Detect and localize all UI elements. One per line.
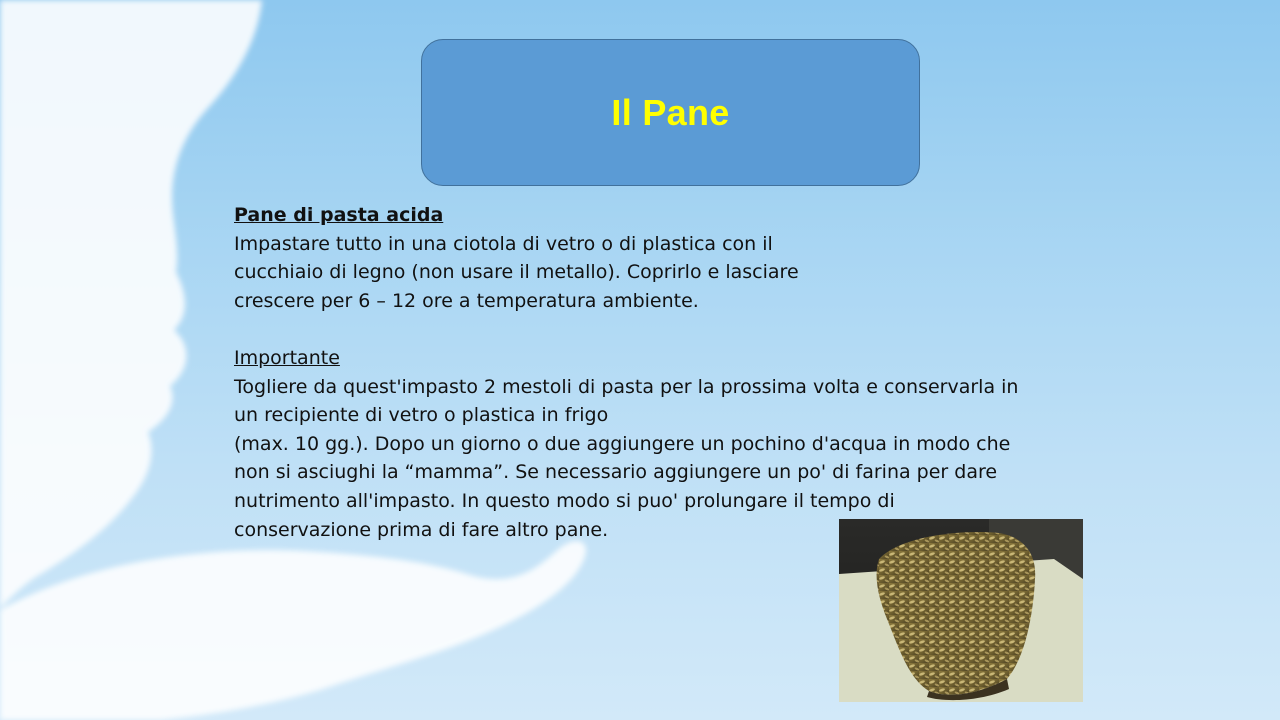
section1-line-2: cucchiaio di legno (non usare il metallo). Coprirlo e lasciare [234,261,799,284]
section2-line-3: (max. 10 gg.). Dopo un giorno o due aggiungere un pochino d'acqua in modo che [234,432,1011,455]
section1-line-3: crescere per 6 – 12 ore a temperatura ambiente. [234,289,699,312]
slide-title: Il Pane [611,91,730,133]
section2-line-6: conservazione prima di fare altro pane. [234,518,609,541]
section2-line-4: non si asciughi la “mamma”. Se necessario aggiungere un po' di farina per dare [234,461,998,484]
title-box [421,39,920,186]
section-heading-pane-di-pasta-acida: Pane di pasta acida [234,204,444,226]
body-text [234,201,1054,544]
section1-line-1: Impastare tutto in una ciotola di vetro o di plastica con il [234,232,773,255]
paragraph-spacer [234,315,1054,344]
section2-line-1: Togliere da quest'impasto 2 mestoli di pasta per la prossima volta e conservarla in [234,375,1019,398]
section2-line-2: un recipiente di vetro o plastica in frigo [234,404,609,427]
section2-line-5: nutrimento all'impasto. In questo modo si puo' prolungare il tempo di [234,489,895,512]
section-heading-importante: Importante [234,346,340,369]
bread-photo [839,519,1083,702]
